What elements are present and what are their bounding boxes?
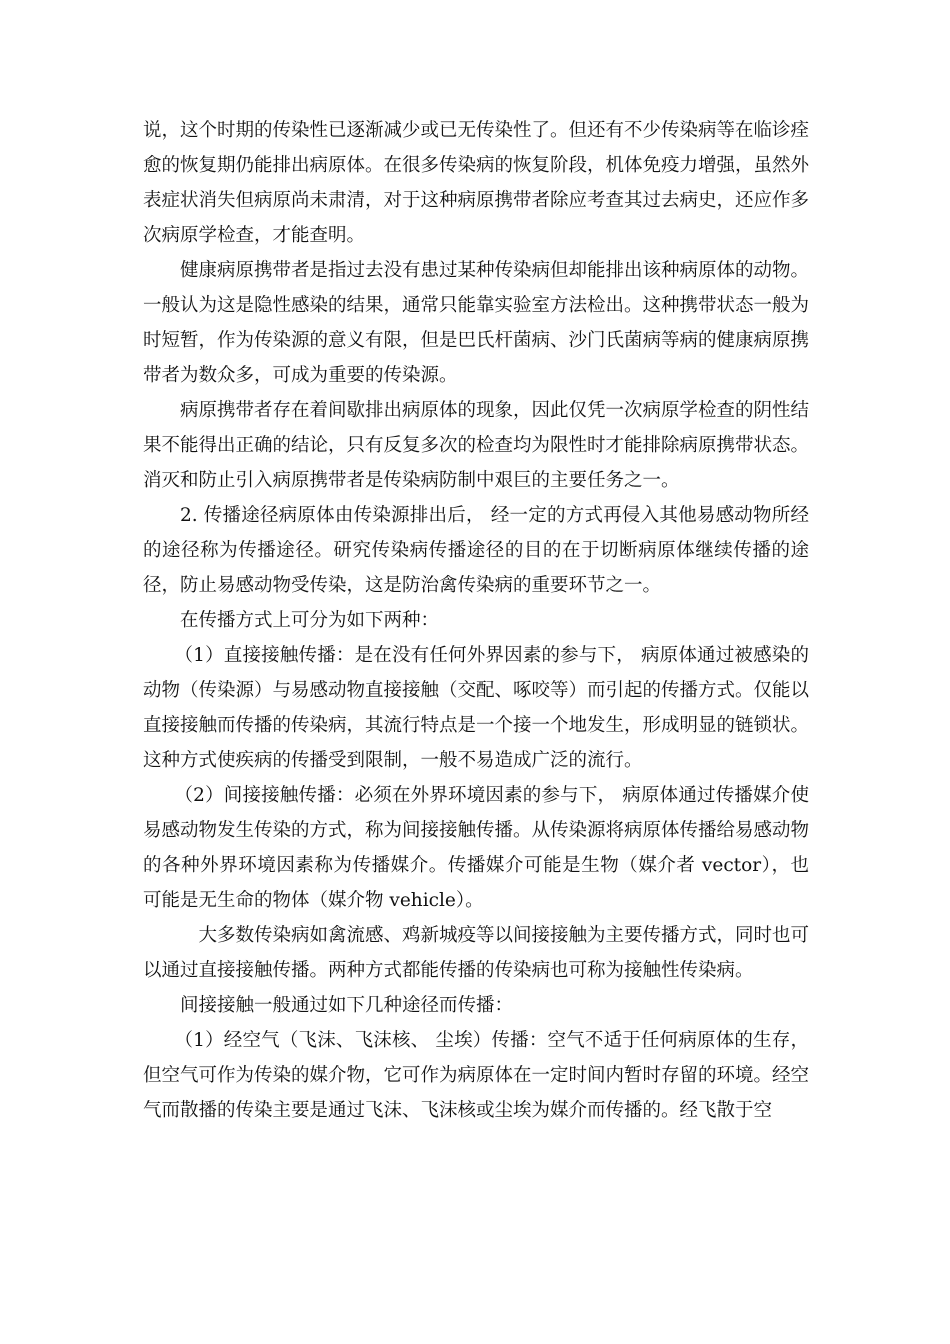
paragraph-transmission-route: 2. 传播途径病原体由传染源排出后， 经一定的方式再侵入其他易感动物所经的途径称为传播途径。研究传染病传播途径的目的在于切断病原体继续传播的途径，防止易感动物受传染，这是防治禽传染病的重要环节之一。	[143, 505, 809, 596]
paragraph-continuation: 说，这个时期的传染性已逐渐减少或已无传染性了。但还有不少传染病等在临诊痊愈的恢复期仍能排出病原体。在很多传染病的恢复阶段，机体免疫力增强，虽然外表症状消失但病原尚未肃清，对于这种病原携带者除应考查其过去病史，还应作多次病原学检查，才能查明。	[143, 120, 810, 246]
paragraph-airborne: （1）经空气（飞沫、飞沫核、 尘埃）传播：空气不适于任何病原体的生存，但空气可作为传染的媒介物，它可作为病原体在一定时间内暂时存留的环境。经空气而散播的传染主要是通过飞沫、飞沫核或尘埃为媒介而传播的。经飞散于空	[143, 1030, 810, 1121]
paragraph-transmission-modes-intro: 在传播方式上可分为如下两种：	[180, 610, 440, 631]
paragraph-contact-diseases: 大多数传染病如禽流感、鸡新城疫等以间接接触为主要传播方式，同时也可以通过直接接触传播。两种方式都能传播的传染病也可称为接触性传染病。	[143, 925, 810, 981]
document-body	[143, 113, 809, 1128]
paragraph-indirect-routes-intro: 间接接触一般通过如下几种途径而传播：	[180, 995, 514, 1016]
paragraph-indirect-contact: （2）间接接触传播：必须在外界环境因素的参与下， 病原体通过传播媒介使易感动物发生传染的方式，称为间接接触传播。从传染源将病原体传播给易感动物的各种外界环境因素称为传播媒介。传播媒介可能是生物（媒介者 vector），也可能是无生命的物体（媒介物 vehicle）。	[143, 785, 810, 911]
paragraph-intermittent-shedding: 病原携带者存在着间歇排出病原体的现象，因此仅凭一次病原学检查的阴性结果不能得出正确的结论，只有反复多次的检查均为限性时才能排除病原携带状态。消灭和防止引入病原携带者是传染病防制中艰巨的主要任务之一。	[143, 400, 810, 491]
paragraph-healthy-carrier: 健康病原携带者是指过去没有患过某种传染病但却能排出该种病原体的动物。一般认为这是隐性感染的结果，通常只能靠实验室方法检出。这种携带状态一般为时短暂，作为传染源的意义有限，但是巴氏杆菌病、沙门氏菌病等病的健康病原携带者为数众多，可成为重要的传染源。	[143, 260, 810, 386]
paragraph-direct-contact: （1）直接接触传播：是在没有任何外界因素的参与下， 病原体通过被感染的动物（传染源）与易感动物直接接触（交配、啄咬等）而引起的传播方式。仅能以直接接触而传播的传染病，其流行特点是一个接一个地发生，形成明显的链锁状。这种方式使疾病的传播受到限制，一般不易造成广泛的流行。	[143, 645, 810, 771]
